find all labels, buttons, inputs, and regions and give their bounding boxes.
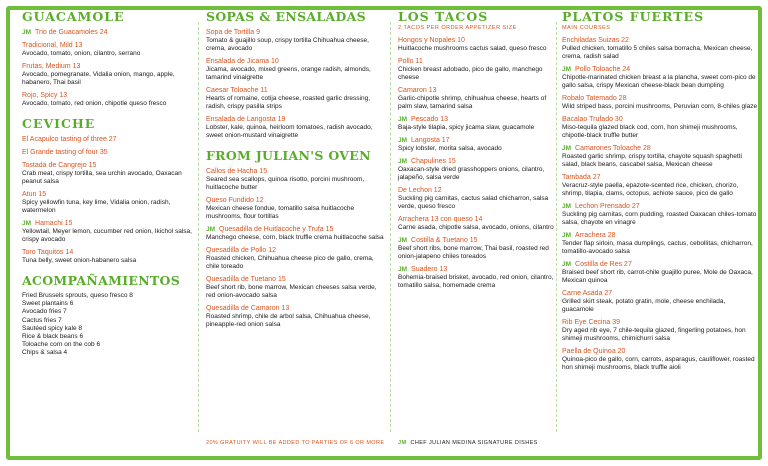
section-subtitle: 2 TACOS PER ORDER APPETIZER SIZE	[398, 25, 517, 31]
column-divider	[198, 22, 199, 432]
menu-item-title: Paella de Quinoa 20	[562, 348, 626, 355]
menu-item	[22, 135, 194, 144]
menu-item	[562, 318, 758, 343]
jm-mark: JM	[398, 237, 408, 244]
menu-item	[22, 41, 194, 58]
menu-item-description: Veracruz-style paella, epazote-scented rice, chicken, chorizo, shrimp, tilapia, clams, octopus, achiote sauce, pico de gallo	[562, 182, 739, 197]
menu-item-description: Quinoa-pico de gallo, corn, carrots, asparagus, cauliflower, roasted hon shimeji mushrooms, black truffle aioli	[562, 356, 755, 371]
menu-item-title: Pescado 13	[411, 116, 449, 123]
menu-item	[206, 57, 384, 82]
menu-item	[562, 202, 758, 227]
menu-item-title: Langosta 17	[411, 137, 450, 144]
menu-item	[398, 186, 558, 211]
menu-item-title: Quesadilla de Huitlacoche y Trufa 15	[219, 226, 334, 233]
menu-item-name	[22, 28, 194, 37]
menu-item-title: Carne Asada 27	[562, 290, 613, 297]
menu-item-description: Wild striped bass, porcini mushrooms, Peruvian corn, 8-chiles glaze	[562, 103, 758, 110]
menu-item-title: Lechon Prensado 27	[575, 203, 640, 210]
menu-item-title: Suadero 13	[411, 266, 448, 273]
menu-item-name	[562, 65, 758, 74]
section-ceviche	[22, 117, 194, 265]
menu-item	[562, 36, 758, 61]
menu-item-name	[206, 304, 384, 313]
menu-item-name	[562, 202, 758, 211]
side-item: Chips & salsa 4	[22, 349, 68, 357]
section-title: SOPAS & ENSALADAS	[206, 9, 366, 24]
menu-item-title: Frutas, Medium 13	[22, 63, 81, 70]
menu-item	[562, 289, 758, 314]
menu-item-name	[562, 144, 758, 153]
section-acompanamientos	[22, 274, 194, 358]
menu-item-name	[22, 41, 194, 50]
menu-item-description: Yellowtail, Meyer lemon, cucumber red onion, Ikichol salsa, crispy avocado	[22, 228, 192, 243]
menu-item-description: Huitlacoche mushrooms cactus salad, queso fresco	[398, 45, 547, 52]
menu-item	[206, 246, 384, 271]
menu-item	[398, 36, 558, 53]
menu-item-title: Quesadilla de Tuetano 15	[206, 276, 286, 283]
menu-item	[206, 115, 384, 140]
menu-item-name	[398, 115, 558, 124]
menu-item	[206, 28, 384, 53]
menu-item	[398, 136, 558, 153]
menu-item-name	[22, 91, 194, 100]
side-item: Cactus fries 7	[22, 316, 62, 324]
menu-item-name	[562, 318, 758, 327]
menu-item	[562, 94, 758, 111]
menu-item-title: Atun 15	[22, 191, 47, 198]
menu-item	[22, 62, 194, 87]
menu-item-title: Costilla de Res 27	[575, 261, 632, 268]
menu-column-1	[22, 10, 194, 367]
menu-item	[206, 196, 384, 221]
side-item: Toloache corn on the cob 6	[22, 341, 101, 349]
items	[562, 36, 758, 372]
menu-item-name	[398, 86, 558, 95]
signature-text: CHEF JULIAN MEDINA SIGNATURE DISHES	[410, 440, 538, 446]
menu-item-title: El Acapulco tasting of three 27	[22, 136, 117, 143]
menu-item-title: Pollo 11	[398, 58, 423, 65]
menu-item	[22, 161, 194, 186]
menu-item	[398, 236, 558, 261]
menu-item-description: Spicy lobster, morita salsa, avocado	[398, 145, 502, 152]
menu-item-description: Roasted chicken, Chihuahua cheese pico de gallo, crema, chile toreado	[206, 255, 374, 270]
menu-item-name	[398, 157, 558, 166]
menu-item-title: Hamachi 15	[35, 220, 73, 227]
menu-item-title: Hongos y Nopales 10	[398, 37, 465, 44]
menu-item-description: Jicama, avocado, mixed greens, orange radish, almonds, tamarind vinaigrette	[206, 66, 371, 81]
menu-item-title: Tambada 27	[562, 174, 601, 181]
menu-item-name	[562, 115, 758, 124]
menu-item-name	[562, 173, 758, 182]
signature-note	[398, 440, 538, 447]
menu-item-title: Quesadilla de Pollo 12	[206, 247, 277, 254]
menu-item-description: Grilled skirt steak, potato gratin, mole, cheese enchilada, guacamole	[562, 298, 726, 313]
section-tacos	[398, 10, 558, 290]
menu-item-title: Caesar Toloache 11	[206, 87, 268, 94]
menu-item-title: Bacalao Trufado 30	[562, 116, 623, 123]
menu-item-name	[206, 57, 384, 66]
menu-item-name	[206, 28, 384, 37]
menu-item-title: De Lechon 12	[398, 187, 442, 194]
menu-item-name	[206, 275, 384, 284]
menu-item-description: Mexican cheese fondue, tomatillo salsa huitlacoche mushrooms, flour tortillas	[206, 205, 355, 220]
menu-item-title: Tradicional, Mild 13	[22, 42, 83, 49]
menu-item	[22, 148, 194, 157]
jm-mark: JM	[22, 220, 32, 227]
menu-item-name	[398, 57, 558, 66]
menu-item	[562, 65, 758, 90]
menu-item	[206, 304, 384, 329]
menu-item-name	[22, 190, 194, 199]
section-title: GUACAMOLE	[22, 9, 125, 24]
menu-item	[206, 167, 384, 192]
menu-item-title: Camarones Toloache 28	[575, 145, 651, 152]
menu-item-title: Arrachera 13 con queso 14	[398, 216, 483, 223]
menu-item-description: Lobster, kale, quinoa, heirloom tomatoes, radish avocado, sweet onion-mustard vinaigrette	[206, 124, 373, 139]
menu-item-description: Carne asada, chipotle salsa, avocado, onions, cilantro	[398, 224, 554, 231]
menu-item	[398, 86, 558, 111]
menu-item-title: Costilla & Tuetano 15	[411, 237, 478, 244]
menu-item-name	[206, 246, 384, 255]
menu-item	[22, 91, 194, 108]
menu-item	[562, 144, 758, 169]
menu-item	[22, 28, 194, 37]
menu-item-title: Sopa de Tortilla 9	[206, 29, 260, 36]
menu-item-name	[22, 161, 194, 170]
jm-mark: JM	[562, 232, 572, 239]
side-item: Sweet plantains 6	[22, 300, 74, 308]
menu-item-title: Rib Eye Cecina 39	[562, 319, 620, 326]
menu-item-name	[206, 115, 384, 124]
menu-item-description: Chicken breast adobado, pico de gallo, manchego cheese	[398, 66, 543, 81]
menu-item	[22, 190, 194, 215]
menu-item-name	[206, 86, 384, 95]
section-guacamole	[22, 10, 194, 108]
jm-mark: JM	[398, 266, 408, 273]
menu-item-description: Seared sea scallops, quinoa risotto, porcini mushroom, huitlacoche butter	[206, 176, 365, 191]
menu-item-title: Queso Fundido 12	[206, 197, 264, 204]
menu-item-description: Avocado, tomato, onion, cilantro, serrano	[22, 50, 141, 57]
menu-item-description: Chipotle-marinated chicken breast a la plancha, sweet corn-pico de gallo salsa, crispy Mexican cheese-black bean dumpling	[562, 74, 756, 89]
menu-item-name	[562, 260, 758, 269]
menu-item-title: El Grande tasting of four 35	[22, 149, 108, 156]
menu-item	[206, 86, 384, 111]
menu-item-title: Trio de Guacamoles 24	[35, 29, 108, 36]
menu-item-name	[562, 94, 758, 103]
menu-item-name	[22, 248, 194, 257]
jm-mark: JM	[22, 29, 32, 36]
side-list	[22, 292, 194, 358]
menu-item-description: Miso-tequila glazed black cod, corn, hon shimeji mushrooms, chipotle-black truffle butter	[562, 124, 738, 139]
menu-item-description: Braised beef short rib, carrot-chile guajillo puree, Mole de Oaxaca, Mexican quinoa	[562, 269, 753, 284]
menu-item-description: Avocado, tomato, red onion, chipotle queso fresco	[22, 100, 167, 107]
menu-item-description: Manchego cheese, corn, black truffle crema huitlacoche salsa	[206, 234, 384, 241]
menu-item-description: Tomato & guajillo soup, crispy tortilla Chihuahua cheese, crema, avocado	[206, 37, 369, 52]
menu-item-title: Camaron 13	[398, 87, 437, 94]
menu-item	[398, 115, 558, 132]
section-subtitle: MAIN COURSES	[562, 25, 611, 31]
section-julians-oven	[206, 149, 384, 329]
menu-item-name	[206, 167, 384, 176]
menu-item	[398, 215, 558, 232]
menu-item-name	[398, 36, 558, 45]
menu-item-name	[206, 196, 384, 205]
menu-item-title: Pollo Toloache 24	[575, 66, 631, 73]
menu-item-description: Roasted garlic shrimp, crispy tortilla, chayote squash spaghetti salad, black beans, cascabel salsa, Mexican cheese	[562, 153, 742, 168]
menu-item-name	[206, 225, 384, 234]
menu-item	[22, 219, 194, 244]
menu-item-description: Suckling pig carnitas, cactus salad chicharron, salsa verde, queso fresco	[398, 195, 549, 210]
items	[22, 28, 194, 108]
jm-mark: JM	[398, 137, 408, 144]
menu-item-name	[22, 148, 194, 157]
menu-item-title: Ensalada de Langosta 19	[206, 116, 286, 123]
menu-item-name	[398, 236, 558, 245]
menu-item-name	[22, 219, 194, 228]
menu-item	[398, 57, 558, 82]
menu-item-description: Tender flap sirloin, masa dumplings, cactus, cebollitas, chicharron, tomatillo-avocado salsa	[562, 240, 753, 255]
menu-item-name	[22, 135, 194, 144]
menu-item-description: Garlic-chipotle shrimp, chihuahua cheese, hearts of palm slaw, tamarind salsa	[398, 95, 547, 110]
menu-item-title: Ensalada de Jicama 10	[206, 58, 279, 65]
items	[398, 36, 558, 290]
jm-mark: JM	[206, 226, 216, 233]
section-sopas	[206, 10, 384, 140]
menu-item-name	[398, 215, 558, 224]
section-title: ACOMPAÑAMIENTOS	[22, 273, 181, 288]
menu-item-title: Enchiladas Suizas 22	[562, 37, 629, 44]
menu-item	[206, 275, 384, 300]
menu-item-name	[398, 136, 558, 145]
menu-item	[398, 265, 558, 290]
jm-mark: JM	[398, 116, 408, 123]
menu-item-title: Quesadilla de Camaron 13	[206, 305, 290, 312]
menu-item-name	[22, 62, 194, 71]
menu-item	[562, 231, 758, 256]
menu-item-description: Roasted shrimp, chile de arbol salsa, Chihuahua cheese, pineapple-red onion salsa	[206, 313, 371, 328]
menu-item-description: Baja-style tilapia, spicy jicama slaw, guacamole	[398, 124, 535, 131]
section-title: PLATOS FUERTES	[562, 9, 705, 24]
jm-mark: JM	[562, 203, 572, 210]
menu-item-description: Beef short rib, bone marrow, Mexican cheeses salsa verde, red onion-avocado salsa	[206, 284, 377, 299]
menu-item-title: Tostada de Cangrejo 15	[22, 162, 97, 169]
menu-item-title: Callos de Hacha 15	[206, 168, 268, 175]
menu-item	[562, 347, 758, 372]
menu-item-description: Tuna belly, sweet onion-habanero salsa	[22, 257, 137, 264]
menu-column-4	[562, 10, 758, 381]
menu-item-name	[562, 289, 758, 298]
menu-item-description: Suckling pig carnitas, corn pudding, roasted Oaxacan chiles-tomato salsa, chayote en vinagre	[562, 211, 757, 226]
menu-item-description: Oaxacan-style dried grasshoppers onions, cilantro, jalapeño, salsa verde	[398, 166, 545, 181]
menu-item-title: Rojo, Spicy 13	[22, 92, 68, 99]
menu-item-name	[398, 265, 558, 274]
gratuity-note: 20% GRATUITY WILL BE ADDED TO PARTIES OF 6 OR MORE	[206, 440, 385, 446]
menu-item-description: Beef short ribs, bone marrow, Thai basil, roasted red onion-jalapeno chiles toreados	[398, 245, 549, 260]
side-item: Fried Brussels sprouts, queso fresco 8	[22, 292, 133, 299]
menu-item-description: Dry aged rib eye, 7 chile-tequila glazed, fingerling potatoes, hon shimeji mushrooms, chimichurri salsa	[562, 327, 746, 342]
jm-mark: JM	[562, 66, 572, 73]
side-item: Avocado fries 7	[22, 308, 67, 316]
menu-item-description: Bohemia-braised brisket, avocado, red onion, cilantro, tomatillo salsa, homemade crema	[398, 274, 554, 289]
menu-item-name	[398, 186, 558, 195]
menu-item	[562, 173, 758, 198]
section-platos-fuertes	[562, 10, 758, 372]
menu-item-description: Crab meat, crispy tortilla, sea urchin avocado, Oaxacan peanut salsa	[22, 170, 182, 185]
side-item: Rice & black beans 6	[22, 333, 84, 341]
jm-mark: JM	[398, 440, 407, 446]
menu-item-name	[562, 231, 758, 240]
jm-mark: JM	[562, 145, 572, 152]
items	[206, 28, 384, 140]
menu-column-2	[206, 10, 384, 338]
jm-mark: JM	[398, 158, 408, 165]
menu-item-title: Arrachera 28	[575, 232, 616, 239]
menu-item	[206, 225, 384, 242]
jm-mark: JM	[562, 261, 572, 268]
menu-item	[562, 115, 758, 140]
menu-item-name	[562, 36, 758, 45]
menu-column-3	[398, 10, 558, 299]
menu-item-description: Hearts of romaine, cotija cheese, roasted garlic dressing, radish, crispy pasilla strips	[206, 95, 371, 110]
menu-item	[398, 157, 558, 182]
section-title: FROM JULIAN'S OVEN	[206, 148, 371, 163]
items	[206, 167, 384, 329]
menu-item	[562, 260, 758, 285]
menu-item-title: Robalo Tatemado 28	[562, 95, 627, 102]
column-divider	[390, 22, 391, 432]
menu-item-description: Avocado, pomegranate, Vidalia onion, mango, apple, habanero, Thai basil	[22, 71, 175, 86]
side-item: Sautéed spicy kale 8	[22, 324, 82, 332]
menu-item-description: Pulled chicken, tomatillo 5 chiles salsa borracha, Mexican cheese, crema, radish salad	[562, 45, 753, 60]
section-title: LOS TACOS	[398, 9, 489, 24]
menu-item-title: Chapulines 15	[411, 158, 456, 165]
menu-item-title: Toro Taquitos 14	[22, 249, 74, 256]
items	[22, 135, 194, 265]
menu-item-description: Spicy yellowfin tuna, key lime, Vidalia onion, radish, watermelon	[22, 199, 171, 214]
menu-item	[22, 248, 194, 265]
menu-item-name	[562, 347, 758, 356]
section-title: CEVICHE	[22, 116, 96, 131]
